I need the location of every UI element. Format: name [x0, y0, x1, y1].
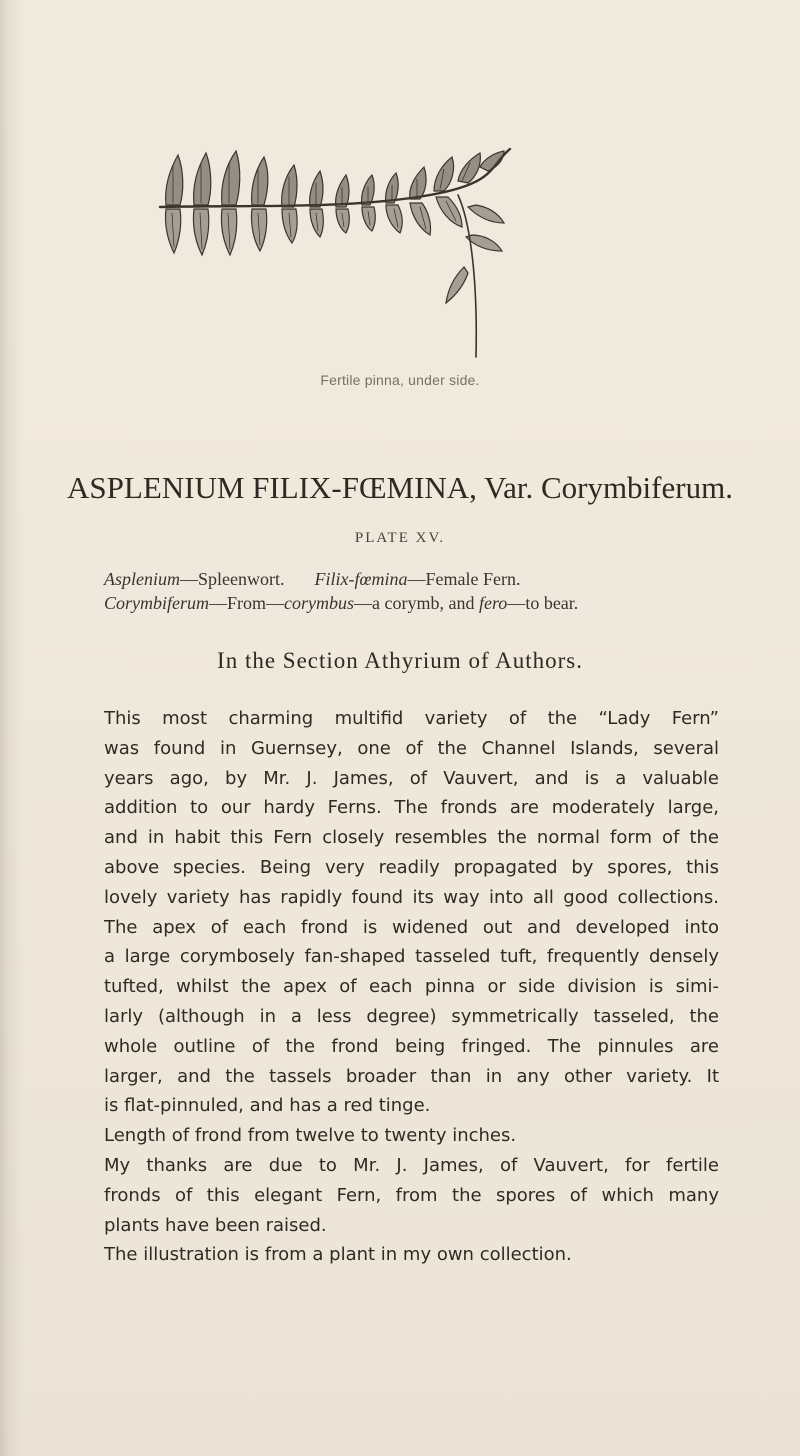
etymology-line-1 — [104, 567, 724, 591]
paragraph-line: and in habit this Fern closely resembles the normal form of the — [104, 827, 719, 849]
etymology-term: Corymbiferum — [104, 593, 209, 613]
paragraph-line: plants have been raised. — [104, 1214, 327, 1236]
paragraph-line: was found in Guernsey, one of the Channel Islands, several — [104, 737, 719, 759]
paragraph-illustration-note: The illustration is from a plant in my own collection. — [104, 1244, 572, 1266]
paragraph-line: My thanks are due to Mr. J. James, of Vauvert, for fertile — [104, 1154, 719, 1176]
etymology-term: fero — [478, 593, 508, 613]
plate-title: ASPLENIUM FILIX-FŒMINA, Var. Corymbiferum. — [67, 470, 733, 505]
paragraph-line: larger, and the tassels broader than in any other variety. It — [104, 1065, 719, 1087]
etymology-block — [104, 567, 724, 615]
paragraph-line: tufted, whilst the apex of each pinna or side division is simi- — [104, 976, 719, 998]
etymology-definition: —Spleenwort. — [180, 569, 285, 589]
body-text — [104, 704, 719, 1270]
paragraph-line: whole outline of the frond being fringed. The pinnules are — [104, 1035, 719, 1057]
section-heading: In the Section Athyrium of Authors. — [217, 648, 583, 673]
etymology-term: Filix-fœmina — [314, 569, 408, 589]
etymology-definition: —a corymb, and — [354, 593, 479, 613]
paragraph-frond-length: Length of frond from twelve to twenty inches. — [104, 1125, 517, 1147]
paragraph-line: This most charming multifid variety of the “Lady Fern” — [104, 708, 719, 729]
figure-caption: Fertile pinna, under side. — [320, 372, 480, 388]
paragraph-line: addition to our hardy Ferns. The fronds are moderately large, — [104, 797, 719, 819]
paragraph-line: lovely variety has rapidly found its way into all good collections. — [104, 886, 719, 908]
paragraph-line: a large corymbosely fan-shaped tasseled tuft, frequently densely — [104, 946, 719, 968]
paragraph-line: years ago, by Mr. J. James, of Vauvert, and is a valuable — [104, 767, 719, 789]
paragraph-line: above species. Being very readily propagated by spores, this — [104, 856, 719, 878]
paragraph-line: The apex of each frond is widened out and developed into — [104, 916, 719, 938]
etymology-definition: —to bear. — [507, 593, 579, 613]
paragraph-line: larly (although in a less degree) symmetrically tasseled, the — [104, 1005, 719, 1027]
fern-pinna-icon — [158, 147, 524, 367]
etymology-definition: —Female Fern. — [407, 569, 521, 589]
paragraph-line: is flat-pinnuled, and has a red tinge. — [104, 1095, 431, 1117]
etymology-term: corymbus — [284, 593, 355, 613]
etymology-term: Asplenium — [104, 569, 180, 589]
plate-number: PLATE XV. — [354, 530, 446, 546]
etymology-definition: —From— — [209, 593, 285, 613]
fern-pinna-illustration — [158, 147, 524, 367]
etymology-line-2 — [104, 591, 724, 615]
paragraph-line: fronds of this elegant Fern, from the spores of which many — [104, 1184, 719, 1206]
